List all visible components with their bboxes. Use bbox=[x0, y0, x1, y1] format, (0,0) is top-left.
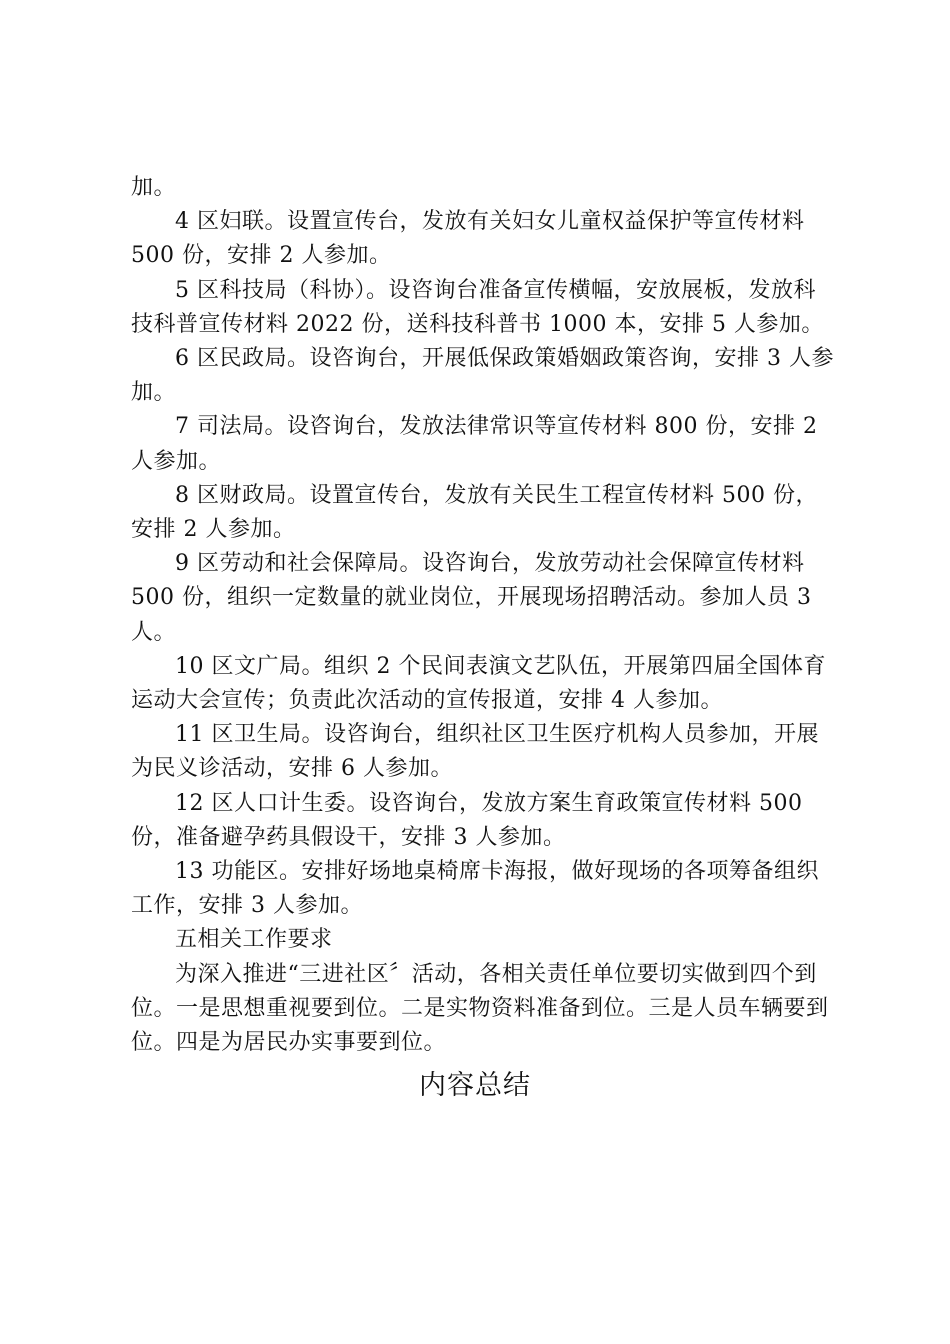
paragraph-population-commission: 12 区人口计生委。设咨询台，发放方案生育政策宣传材料 500 份，准备避孕药具假设干，安排 3 人参加。 bbox=[131, 790, 803, 850]
paragraph-justice-bureau: 7 司法局。设咨询台，发放法律常识等宣传材料 800 份，安排 2 人参加。 bbox=[131, 414, 818, 474]
paragraph-functional-zone: 13 功能区。安排好场地桌椅席卡海报，做好现场的各项筹备组织工作，安排 3 人参加。 bbox=[131, 859, 819, 919]
paragraph-labor-bureau: 9 区劳动和社会保障局。设咨询台，发放劳动社会保障宣传材料 500 份，组织一定数量的就业岗位，开展现场招聘活动。参加人员 3 人。 bbox=[131, 551, 812, 645]
paragraph-finance-bureau: 8 区财政局。设置宣传台，发放有关民生工程宣传材料 500 份，安排 2 人参加。 bbox=[131, 482, 818, 543]
paragraph-womens-federation: 4 区妇联。设置宣传台，发放有关妇女儿童权益保护等宣传材料 500 份，安排 2 人参加。 bbox=[131, 209, 805, 269]
paragraph-continuation: 加。 bbox=[131, 175, 177, 200]
document-body bbox=[131, 171, 836, 1060]
section-heading-requirements: 五相关工作要求 bbox=[175, 927, 333, 953]
paragraph-culture-bureau: 10 区文广局。组织 2 个民间表演文艺队伍，开展第四届全国体育运动大会宣传；负责此次活动的宣传报道，安排 4 人参加。 bbox=[131, 653, 826, 714]
paragraph-requirements: 为深入推进“三进社区〞活动，各相关责任单位要切实做到四个到位。一是思想重视要到位。二是实物资料准备到位。三是人员车辆要到位。四是为居民办实事要到位。 bbox=[131, 961, 829, 1056]
paragraph-civil-affairs: 6 区民政局。设咨询台，开展低保政策婚姻政策咨询，安排 3 人参加。 bbox=[131, 346, 834, 406]
paragraph-health-bureau: 11 区卫生局。设咨询台，组织社区卫生医疗机构人员参加，开展为民义诊活动，安排 6 人参加。 bbox=[131, 722, 819, 782]
summary-title: 内容总结 bbox=[419, 1070, 531, 1101]
paragraph-science-bureau: 5 区科技局（科协）。设咨询台准备宣传横幅，安放展板，发放科技科普宣传材料 2022 份，送科技科普书 1000 本，安排 5 人参加。 bbox=[131, 277, 824, 337]
